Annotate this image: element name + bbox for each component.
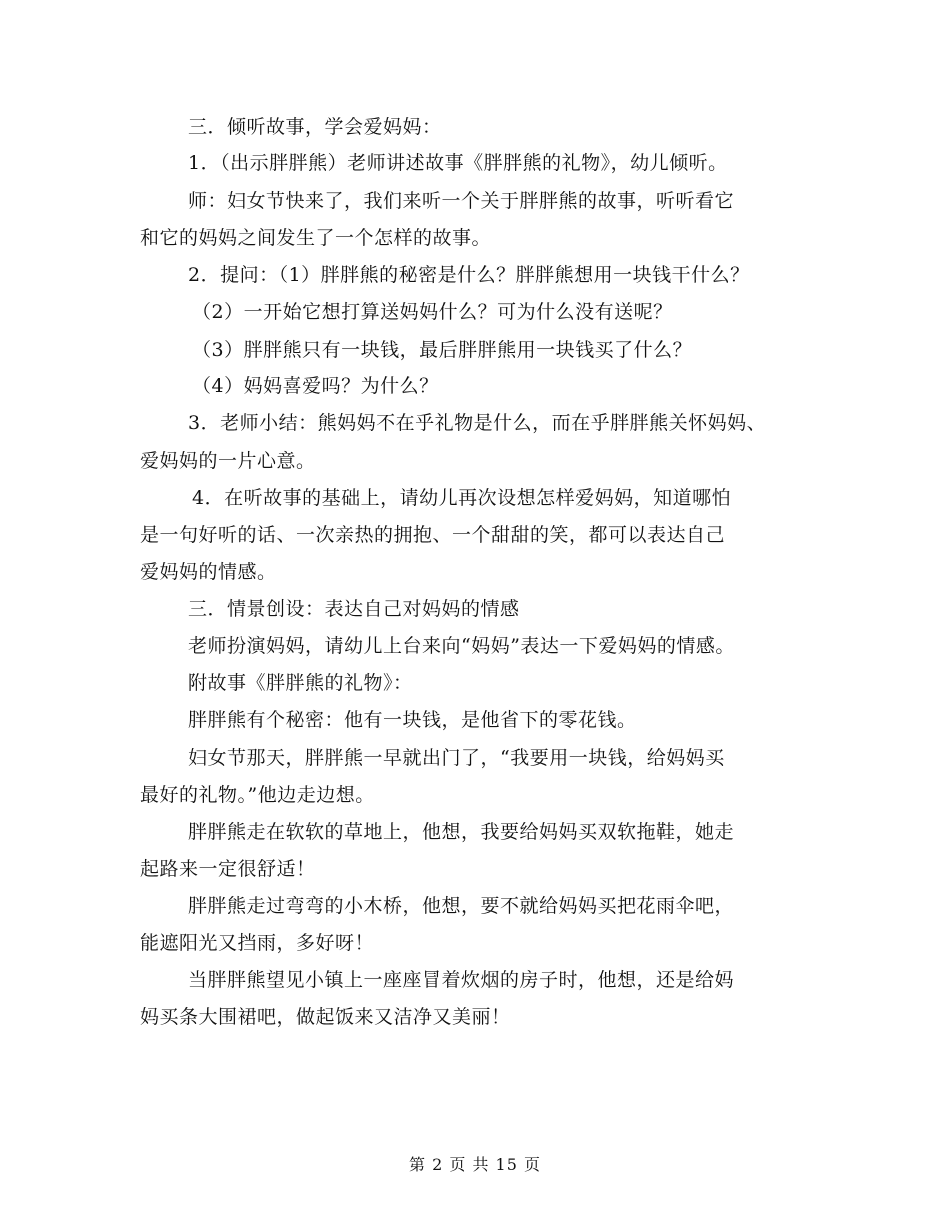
section-heading: 三．情景创设：表达自己对妈妈的情感 xyxy=(188,598,520,620)
paragraph-line: 师：妇女节快来了，我们来听一个关于胖胖熊的故事，听听看它 xyxy=(188,190,735,212)
paragraph-line: 妈买条大围裙吧，做起饭来又洁净又美丽！ xyxy=(140,1006,511,1028)
paragraph-line: 和它的妈妈之间发生了一个怎样的故事。 xyxy=(140,227,492,249)
paragraph-line: 爱妈妈的情感。 xyxy=(140,561,277,583)
paragraph-line: （2）一开始它想打算送妈妈什么？可为什么没有送呢？ xyxy=(192,301,673,323)
paragraph-line: 老师扮演妈妈，请幼儿上台来向“妈妈”表达一下爱妈妈的情感。 xyxy=(188,635,735,657)
paragraph-line: 3．老师小结：熊妈妈不在乎礼物是什么，而在乎胖胖熊关怀妈妈、 xyxy=(188,412,767,434)
paragraph-line: 爱妈妈的一片心意。 xyxy=(140,450,316,472)
paragraph-line: （3）胖胖熊只有一块钱，最后胖胖熊用一块钱买了什么？ xyxy=(192,339,693,361)
paragraph-line: 胖胖熊有个秘密：他有一块钱，是他省下的零花钱。 xyxy=(188,709,637,731)
page-number-footer: 第 2 页 共 15 页 xyxy=(409,1155,541,1174)
paragraph-line: 能遮阳光又挡雨，多好呀！ xyxy=(140,932,375,954)
paragraph-line: 胖胖熊走在软软的草地上，他想，我要给妈妈买双软拖鞋，她走 xyxy=(188,821,735,843)
section-heading: 三．倾听故事，学会爱妈妈： xyxy=(188,116,442,138)
paragraph-line: 起路来一定很舒适！ xyxy=(140,858,316,880)
paragraph-line: 4．在听故事的基础上，请幼儿再次设想怎样爱妈妈，知道哪怕 xyxy=(192,487,732,509)
paragraph-line: 1．（出示胖胖熊）老师讲述故事《胖胖熊的礼物》，幼儿倾听。 xyxy=(188,152,728,174)
paragraph-line: 2．提问：（1）胖胖熊的秘密是什么？胖胖熊想用一块钱干什么？ xyxy=(188,264,750,286)
paragraph-line: （4）妈妈喜爱吗？为什么？ xyxy=(192,375,439,397)
paragraph-line: 胖胖熊走过弯弯的小木桥，他想，要不就给妈妈买把花雨伞吧， xyxy=(188,895,735,917)
paragraph-line: 附故事《胖胖熊的礼物》： xyxy=(188,672,413,694)
paragraph-line: 当胖胖熊望见小镇上一座座冒着炊烟的房子时，他想，还是给妈 xyxy=(188,969,735,991)
paragraph-line: 是一句好听的话、一次亲热的拥抱、一个甜甜的笑，都可以表达自己 xyxy=(140,524,726,546)
paragraph-line: 妇女节那天，胖胖熊一早就出门了，“我要用一块钱，给妈妈买 xyxy=(188,747,725,769)
paragraph-line: 最好的礼物。”他边走边想。 xyxy=(140,784,375,806)
